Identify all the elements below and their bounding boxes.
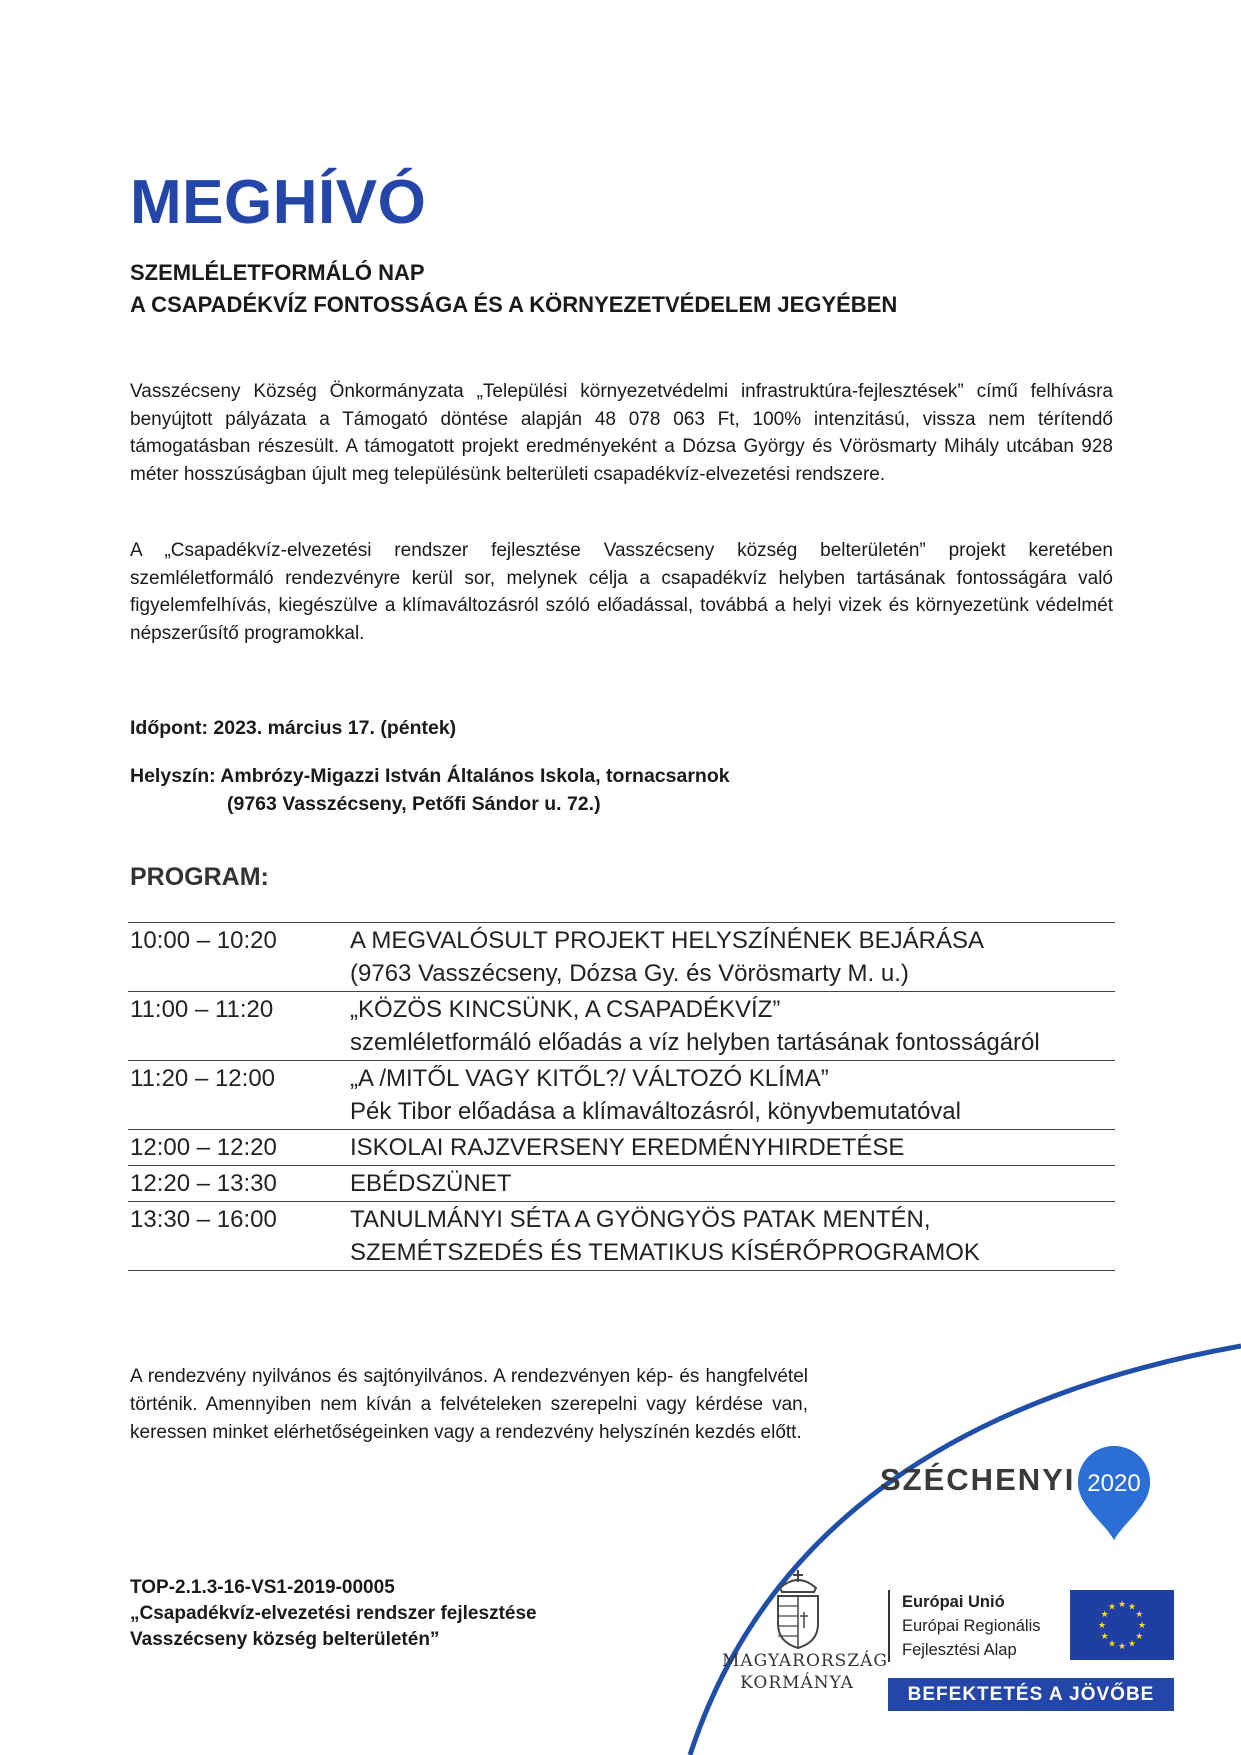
- program-detail: szemléletformáló előadás a víz helyben tartásának fontosságáról: [350, 1029, 1040, 1056]
- subtitle-line-2: A CSAPADÉKVÍZ FONTOSSÁGA ÉS A KÖRNYEZETVÉDELEM JEGYÉBEN: [130, 292, 898, 317]
- program-time: 13:30 – 16:00: [130, 1206, 277, 1233]
- program-row: [128, 1130, 1115, 1166]
- program-detail: Pék Tibor előadása a klímaváltozásról, könyvbemutatóval: [350, 1098, 961, 1125]
- program-description: [348, 1130, 1115, 1166]
- program-time: 11:00 – 11:20: [130, 996, 274, 1023]
- eu-fund-label: [888, 1590, 1041, 1662]
- program-title: „A /MITŐL VAGY KITŐL?/ VÁLTOZÓ KLÍMA”: [350, 1065, 829, 1092]
- program-time: 12:00 – 12:20: [130, 1134, 277, 1161]
- program-description: [348, 923, 1115, 992]
- government-line-1: MAGYARORSZÁG: [722, 1651, 888, 1671]
- svg-text:★: ★: [1135, 1610, 1144, 1620]
- svg-text:★: ★: [1107, 1602, 1117, 1613]
- project-id: TOP-2.1.3-16-VS1-2019-00005: [130, 1577, 395, 1598]
- svg-text:★: ★: [1117, 1600, 1127, 1610]
- program-row: [128, 923, 1115, 992]
- svg-text:★: ★: [1117, 1642, 1127, 1652]
- program-heading: PROGRAM:: [130, 863, 269, 891]
- program-row: [128, 1061, 1115, 1130]
- szechenyi-2020-pin-icon: [1074, 1442, 1154, 1542]
- eu-fund-line-1: Európai Regionális: [902, 1617, 1041, 1635]
- event-date: Időpont: 2023. március 17. (péntek): [130, 717, 457, 739]
- invest-in-future-banner: BEFEKTETÉS A JÖVŐBE: [888, 1678, 1174, 1711]
- public-event-notice: A rendezvény nyilvános és sajtónyilvános. A rendezvényen kép- és hangfelvétel történik. Amennyiben nem kíván a felvételeken szerepelni vagy kérdése van, keressen minket elérhetőségeinken vagy a rendezvény helyszínén kezdés előtt.: [130, 1366, 808, 1443]
- program-description: [348, 1202, 1115, 1271]
- svg-text:★: ★: [1097, 1621, 1107, 1631]
- svg-text:★: ★: [1135, 1632, 1144, 1642]
- eu-fund-line-2: Fejlesztési Alap: [902, 1641, 1017, 1659]
- program-table: [128, 922, 1115, 1271]
- program-detail: (9763 Vasszécseny, Dózsa Gy. és Vörösmarty M. u.): [350, 960, 909, 987]
- program-row: [128, 1166, 1115, 1202]
- project-footer: [130, 1575, 537, 1653]
- svg-text:★: ★: [1100, 1610, 1109, 1620]
- szechenyi-logo-text: SZÉCHENYI: [880, 1462, 1076, 1497]
- intro-paragraph-1: Vasszécseny Község Önkormányzata „Települési környezetvédelmi infrastruktúra-fejlesztések” című felhívásra benyújtott pályázata a Támogató döntése alapján 48 078 063 Ft, 100% intenzitású, vissza nem térítendő támogatásban részesült. A támogatott projekt eredményeként a Dózsa György és Vörösmarty Mihály utcában 928 méter hosszúságban újult meg településünk belterületi csapadékvíz-elvezetési rendszere.: [130, 381, 1113, 485]
- program-description: [348, 1166, 1115, 1202]
- project-name-line-2: Vasszécseny község belterületén”: [130, 1629, 440, 1650]
- program-row: [128, 992, 1115, 1061]
- eu-flag-icon: [1070, 1590, 1174, 1660]
- svg-text:★: ★: [1100, 1632, 1109, 1642]
- government-logo-text: [722, 1650, 888, 1694]
- svg-text:★: ★: [1127, 1602, 1137, 1613]
- hungarian-coat-of-arms-icon: [770, 1568, 826, 1650]
- subtitle-line-1: SZEMLÉLETFORMÁLÓ NAP: [130, 260, 425, 285]
- program-row: [128, 1202, 1115, 1271]
- project-name-line-1: „Csapadékvíz-elvezetési rendszer fejlesztése: [130, 1603, 537, 1624]
- page-title: MEGHÍVÓ: [130, 168, 427, 237]
- program-time: 12:20 – 13:30: [130, 1170, 277, 1197]
- event-location-address: (9763 Vasszécseny, Petőfi Sándor u. 72.): [227, 793, 601, 815]
- program-detail: SZEMÉTSZEDÉS ÉS TEMATIKUS KÍSÉRŐPROGRAMOK: [350, 1239, 980, 1266]
- intro-paragraph-2: A „Csapadékvíz-elvezetési rendszer fejlesztése Vasszécseny község belterületén” projekt keretében szemléletformáló rendezvényre kerül sor, melynek célja a csapadékvíz helyben tartásának fontosságára való figyelemfelhívás, kiegészülve a klímaváltozásról szóló előadással, továbbá a helyi vizek és környezetünk védelmét népszerűsítő programokkal.: [130, 540, 1113, 644]
- program-time: 10:00 – 10:20: [130, 927, 277, 954]
- program-title: „KÖZÖS KINCSÜNK, A CSAPADÉKVÍZ”: [350, 996, 781, 1023]
- program-title: TANULMÁNYI SÉTA A GYÖNGYÖS PATAK MENTÉN,: [350, 1206, 931, 1233]
- logo-2020-text: 2020: [1087, 1470, 1141, 1497]
- svg-text:★: ★: [1107, 1639, 1117, 1650]
- program-description: [348, 1061, 1115, 1130]
- svg-text:★: ★: [1137, 1621, 1147, 1631]
- program-title: EBÉDSZÜNET: [350, 1170, 512, 1197]
- event-location: Helyszín: Ambrózy-Migazzi István Általános Iskola, tornacsarnok: [130, 765, 730, 787]
- eu-union-label: Európai Unió: [902, 1593, 1005, 1611]
- program-title: A MEGVALÓSULT PROJEKT HELYSZÍNÉNEK BEJÁRÁSA: [350, 927, 984, 954]
- program-description: [348, 992, 1115, 1061]
- program-title: ISKOLAI RAJZVERSENY EREDMÉNYHIRDETÉSE: [350, 1134, 905, 1161]
- svg-text:★: ★: [1127, 1639, 1137, 1650]
- program-time: 11:20 – 12:00: [130, 1065, 276, 1092]
- government-line-2: KORMÁNYA: [740, 1673, 854, 1693]
